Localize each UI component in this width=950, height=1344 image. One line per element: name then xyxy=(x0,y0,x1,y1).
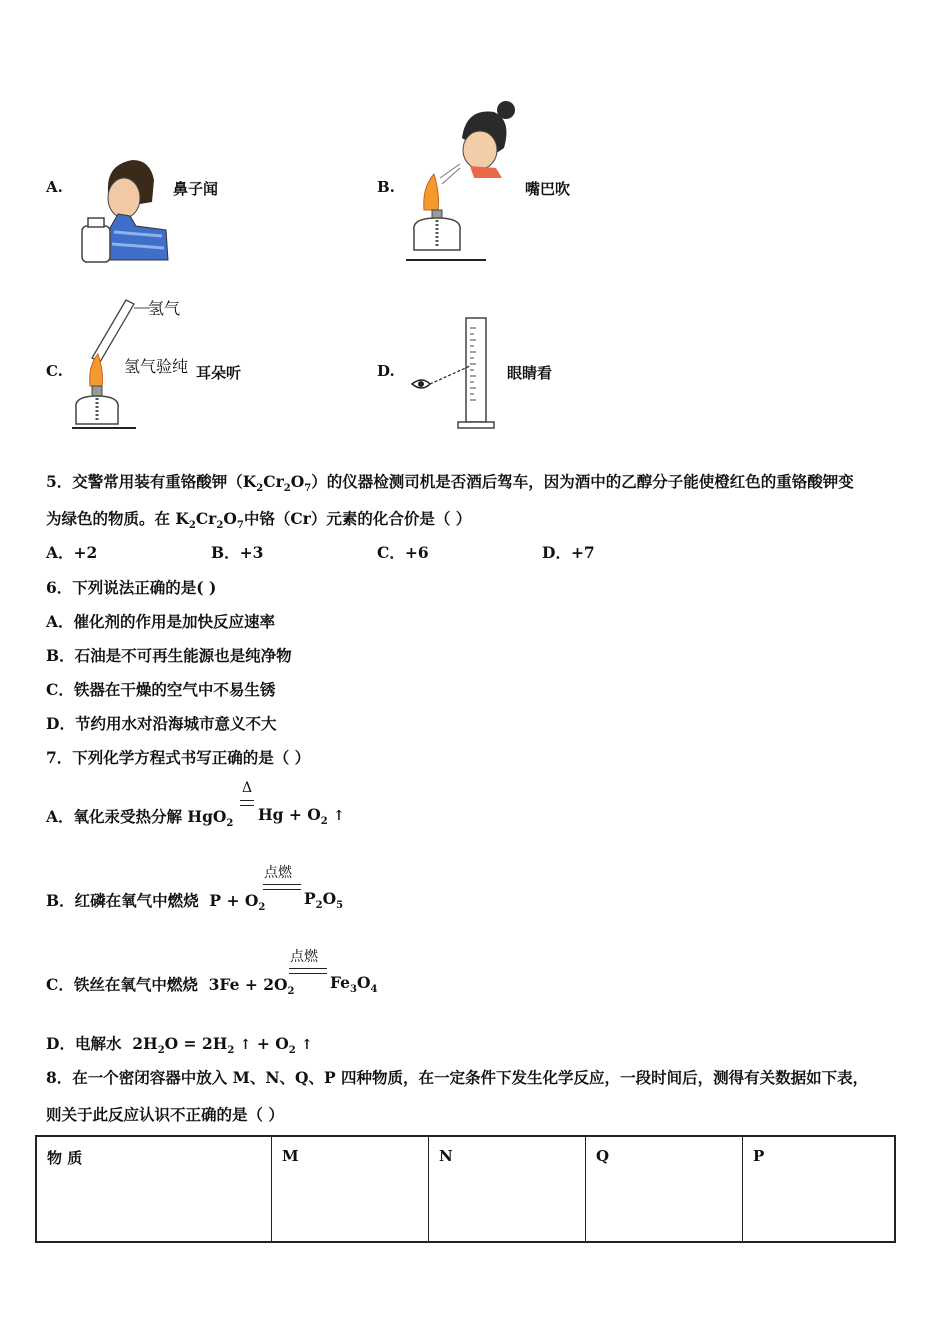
table-header-q: Q xyxy=(586,1136,743,1242)
q5-line1: 5．交警常用装有重铬酸钾$(K_2Cr_2O_7)$的仪器检测司机是否酒后驾车，因为酒中的乙醇分子能使橙红色的重铬酸钾变 xyxy=(46,472,854,495)
q6-stem: 6．下列说法正确的是( ) xyxy=(46,578,217,597)
q7-option-a: A．氧化汞受热分解 HgO$_2$ xyxy=(46,807,234,830)
option-a-caption: 鼻子闻 xyxy=(173,180,219,198)
q5-option-a: A．+2 xyxy=(46,543,98,562)
q7-a-products: $Hg + O_2$ ↑ xyxy=(258,805,345,828)
eye-reading-cylinder-illustration xyxy=(406,314,502,432)
q5-option-b: B．+3 xyxy=(211,543,264,562)
option-b-caption: 嘴巴吹 xyxy=(525,180,571,198)
q7-b-products: $P_2O_5$ xyxy=(304,889,344,912)
q5-option-c: C．+6 xyxy=(377,543,429,562)
q7-option-b: B．红磷在氧气中燃烧 $P + O_2$ xyxy=(46,891,266,914)
q7-stem: 7．下列化学方程式书写正确的是（ ） xyxy=(46,748,311,767)
q6-option-d: D．节约用水对沿海城市意义不大 xyxy=(46,714,277,733)
q7-c-equals xyxy=(289,968,327,974)
table-row xyxy=(36,1136,895,1242)
blowing-girl-lamp-illustration xyxy=(404,98,524,264)
q7-b-condition: 点燃 xyxy=(264,865,292,881)
tube-label: 氢气 xyxy=(148,299,181,318)
option-a-letter: A. xyxy=(46,178,63,196)
q6-option-a: A．催化剂的作用是加快反应速率 xyxy=(46,612,276,631)
option-c-caption: 耳朵听 xyxy=(196,364,242,382)
hydrogen-check-label: 氢气验纯 xyxy=(124,357,189,376)
option-d-letter: D. xyxy=(377,362,395,380)
table-header-n: N xyxy=(429,1136,586,1242)
table-header-p: P xyxy=(743,1136,896,1242)
q5-line2: 为绿色的物质。在 $K_2Cr_2O_7$中铬（Cr）元素的化合价是（ ） xyxy=(46,509,472,532)
q8-data-table xyxy=(35,1135,896,1243)
q6-option-b: B．石油是不可再生能源也是纯净物 xyxy=(46,646,292,665)
option-c-letter: C. xyxy=(46,362,63,380)
q6-option-c: C．铁器在干燥的空气中不易生锈 xyxy=(46,680,276,699)
option-d-caption: 眼睛看 xyxy=(507,364,553,382)
smelling-boy-illustration xyxy=(78,152,170,264)
q5-option-d: D．+7 xyxy=(542,543,595,562)
table-header-substance: 物 质 xyxy=(36,1136,272,1242)
q7-a-condition: Δ xyxy=(242,780,253,796)
q8-line2: 则关于此反应认识不正确的是（ ） xyxy=(46,1105,284,1124)
q7-c-condition: 点燃 xyxy=(290,949,318,965)
q7-b-equals xyxy=(263,884,301,890)
q7-option-d: D．电解水 $2H_2O = 2H_2$ ↑ + $O_2$ ↑ xyxy=(46,1034,313,1057)
q7-a-equals xyxy=(240,800,254,806)
option-b-letter: B. xyxy=(377,178,395,196)
q8-line1: 8．在一个密闭容器中放入 M、N、Q、P 四种物质，在一定条件下发生化学反应，一段时间后，测得有关数据如下表， xyxy=(46,1068,869,1087)
table-header-m: M xyxy=(272,1136,429,1242)
q7-option-c: C．铁丝在氧气中燃烧 $3Fe + 2O_2$ xyxy=(46,975,295,998)
q7-c-products: $Fe_3O_4$ xyxy=(330,973,378,996)
